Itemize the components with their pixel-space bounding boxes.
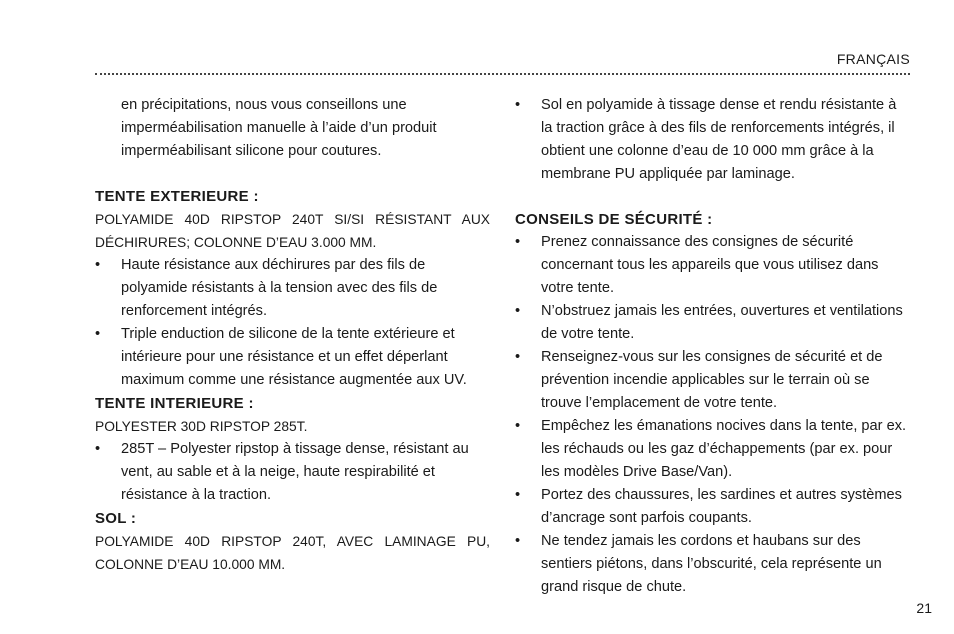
intro-paragraph: en précipitations, nous vous conseillons une imperméabilisation manuelle à l’aide d’un produit imperméabilisant silicone pour coutures.	[121, 97, 437, 159]
language-label: FRANÇAIS	[836, 51, 910, 67]
list-item: • Triple enduction de silicone de la tente extérieure et intérieure pour une résistance et un effet déperlant maximum comme une résistance augmentée aux UV.	[95, 323, 490, 392]
safety-heading: CONSEILS DE SÉCURITÉ :	[515, 211, 713, 228]
list-item: • Sol en polyamide à tissage dense et rendu résistante à la traction grâce à des fils de renforcements intégrés, il obtient une colonne d’eau de 10 000 mm grâce à la membrane PU appliquée par laminage.	[515, 94, 910, 186]
safety-list	[515, 231, 910, 599]
page-number: 21	[916, 600, 932, 616]
list-item: • Ne tendez jamais les cordons et haubans sur des sentiers piétons, dans l’obscurité, cela représente un grand risque de chute.	[515, 530, 910, 599]
list-item: • Prenez connaissance des consignes de sécurité concernant tous les appareils que vous utilisez dans votre tente.	[515, 231, 910, 300]
list-item: • 285T – Polyester ripstop à tissage dense, résistant au vent, au sable et à la neige, haute respirabilité et résistance à la traction.	[95, 438, 490, 507]
left-column	[95, 94, 490, 576]
bullet-icon: •	[95, 257, 101, 273]
right-column	[515, 94, 910, 599]
outer-tent-list	[95, 254, 490, 392]
inner-tent-list	[95, 438, 490, 507]
inner-tent-spec: POLYESTER 30D RIPSTOP 285T.	[95, 419, 308, 434]
bullet-icon: •	[515, 533, 521, 549]
bullet-icon: •	[95, 441, 101, 457]
floor-heading: SOL :	[95, 510, 137, 527]
bullet-icon: •	[95, 326, 101, 342]
list-item: • Haute résistance aux déchirures par des fils de polyamide résistants à la tension avec des fils de renforcement intégrés.	[95, 254, 490, 323]
bullet-icon: •	[515, 349, 521, 365]
bullet-icon: •	[515, 303, 521, 319]
bullet-icon: •	[515, 487, 521, 503]
list-item: • Empêchez les émanations nocives dans la tente, par ex. les réchauds ou les gaz d’échappements (par ex. pour les modèles Drive Base/Van).	[515, 415, 910, 484]
list-item: • Renseignez-vous sur les consignes de sécurité et de prévention incendie applicables sur le terrain où se trouve l’emplacement de votre tente.	[515, 346, 910, 415]
bullet-icon: •	[515, 97, 521, 113]
floor-list	[515, 94, 910, 186]
outer-tent-spec: POLYAMIDE 40D RIPSTOP 240T SI/SI RÉSISTANT AUX DÉCHIRURES; COLONNE D’EAU 3.000 MM.	[95, 212, 490, 250]
dotted-divider	[95, 73, 910, 75]
bullet-icon: •	[515, 234, 521, 250]
floor-spec: POLYAMIDE 40D RIPSTOP 240T, AVEC LAMINAGE PU, COLONNE D’EAU 10.000 MM.	[95, 534, 490, 572]
list-item: • Portez des chaussures, les sardines et autres systèmes d’ancrage sont parfois coupants.	[515, 484, 910, 530]
list-item: • N’obstruez jamais les entrées, ouvertures et ventilations de votre tente.	[515, 300, 910, 346]
bullet-icon: •	[515, 418, 521, 434]
outer-tent-heading: TENTE EXTERIEURE :	[95, 188, 259, 205]
inner-tent-heading: TENTE INTERIEURE :	[95, 395, 254, 412]
